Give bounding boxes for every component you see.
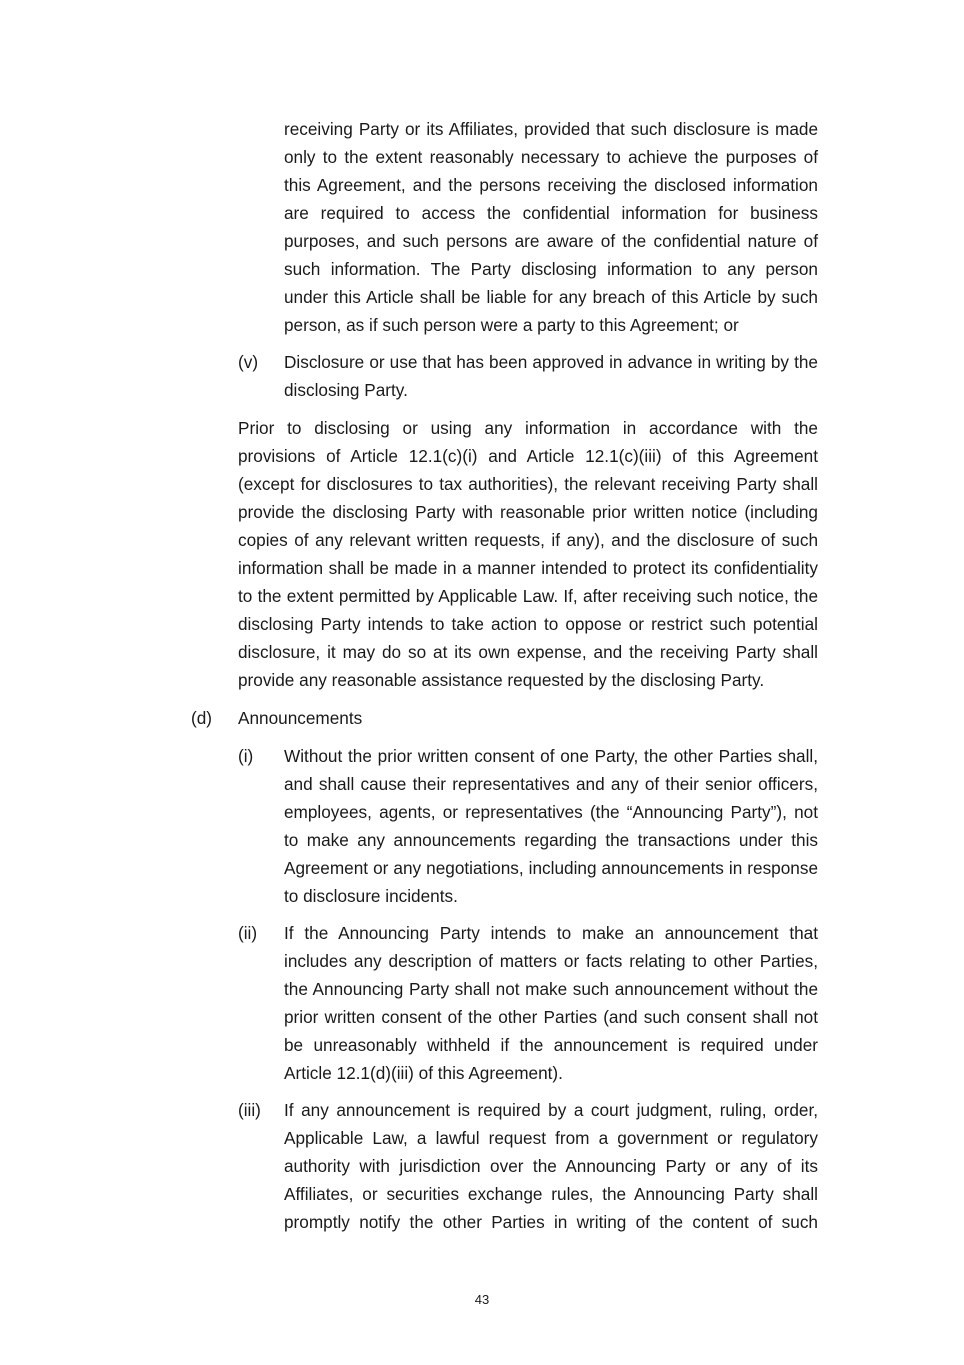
item-iii-text: If any announcement is required by a court judgment, ruling, order, Applicable Law, a lawful request from a government or regulatory authority with jurisdiction over the Announcing Party or any of its Affiliates, or securities exchange rules, the Announcing Party shall promptly notify the other Parties in writing of the content of such — [284, 1100, 818, 1232]
section-d-marker: (d) — [191, 708, 213, 728]
prior-disclosure-paragraph: Prior to disclosing or using any information in accordance with the provisions of Article 12.1(c)(i) and Article 12.1(c)(iii) of this Agreement (except for disclosures to tax authorities), the relevant receiving Party shall provide the disclosing Party with reasonable prior written notice (including copies of any relevant written requests, if any), and the disclosure of such information shall be made in a manner intended to protect its confidentiality to the extent permitted by Applicable Law. If, after receiving such notice, the disclosing Party intends to take action to oppose or restrict such potential disclosure, it may do so at its own expense, and the receiving Party shall provide any reasonable assistance requested by the disclosing Party. — [238, 418, 818, 690]
page-number: 43 — [474, 1292, 490, 1307]
item-v-marker: (v) — [238, 352, 259, 372]
item-i-text: Without the prior written consent of one Party, the other Parties shall, and shall cause their representatives and any of their senior officers, employees, agents, or representatives (the “Announcing Party”), not to make any announcements regarding the transactions under this Agreement or any negotiations, including announcements in response to disclosure incidents. — [284, 746, 818, 906]
item-ii-text: If the Announcing Party intends to make an announcement that includes any description of matters or facts relating to other Parties, the Announcing Party shall not make such announcement without the prior written consent of the other Parties (and such consent shall not be unreasonably withheld if the announcement is required under Article 12.1(d)(iii) of this Agreement). — [284, 923, 818, 1083]
item-ii-marker: (ii) — [238, 923, 258, 943]
item-i-marker: (i) — [238, 746, 254, 766]
item-v-text: Disclosure or use that has been approved in advance in writing by the disclosing Party. — [284, 352, 818, 400]
continuation-paragraph: receiving Party or its Affiliates, provided that such disclosure is made only to the extent reasonably necessary to achieve the purposes of this Agreement, and the persons receiving the disclosed information are required to access the confidential information for business purposes, and such persons are aware of the confidential nature of such information. The Party disclosing information to any person under this Article shall be liable for any breach of this Article by such person, as if such person were a party to this Agreement; or — [284, 119, 818, 335]
item-iii-marker: (iii) — [238, 1100, 261, 1120]
section-d-heading: Announcements — [238, 708, 363, 728]
